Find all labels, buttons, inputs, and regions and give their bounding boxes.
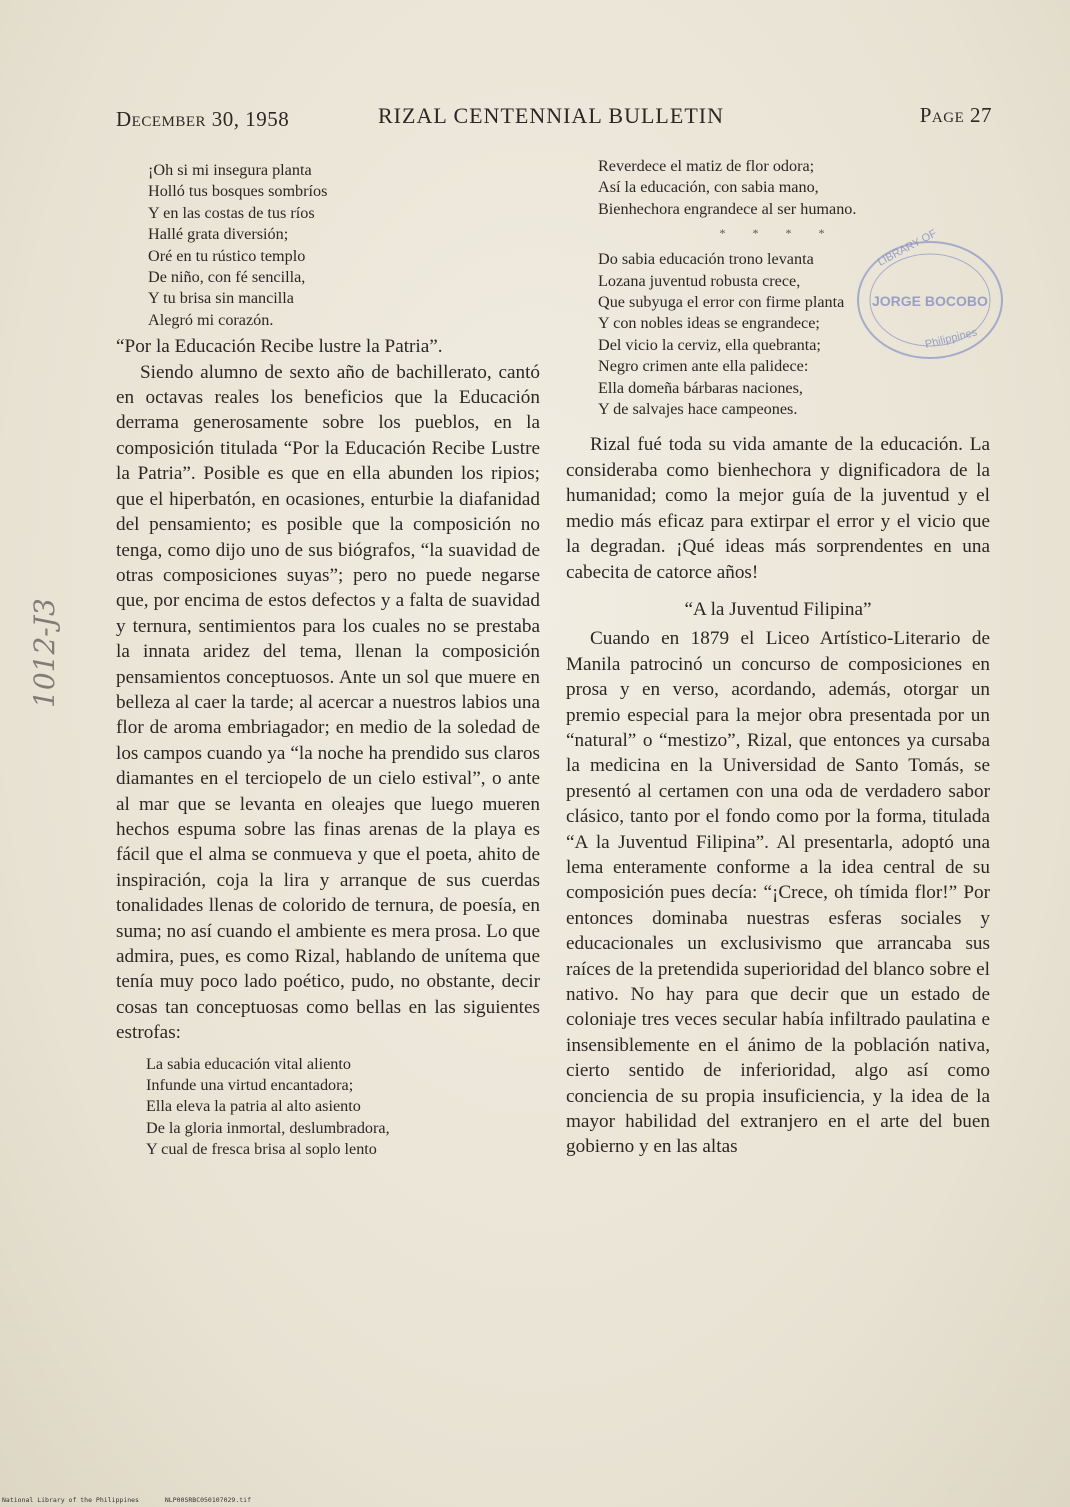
paragraph-educacion: Siendo alumno de sexto año de bachillerato, cantó en octavas reales los beneficios que la Educación derrama generosamente sobre los pueblos, en la composición titulada “Por la Educación Recibe Lustre la Patria”. Posible es que en ella abunden los ripios; que el hiperbatón, en ocasiones, enturbie la diafanidad del pensamiento; es posible que la composición no tenga, como dijo uno de sus biógrafos, “la suavidad de otras composiciones suyas”; pero no puede negarse que, por encima de estos defectos y a falta de suavidad y ternura, sentimientos para los cuales no se prestaba la innata aridez del tema, llenan la composición pensamientos conceptuosos. Ante un sol que muere en belleza al caer la tarde; al acercar a nuestros labios una flor de aroma embriagador; en medio de la soledad de los campos cuando ya “la noche ha prendido sus claros diamantes en el terciopelo de un cielo estival”, o ante al mar que se levanta en oleajes que luego mueren hechos espuma sobre las finas arenas de la playa es fácil que el alma se conmueva y que el poeta, ahito de inspiración, coja la lira y arranque de sus cuerdas tonalidades llenas de colorido de ternura, de poesía, en suma; no así cuando el ambiente es mera prosa. Lo que admira, pues, es como Rizal, hablando de unítema que tenía muy poco lado poético, pudo, no obstante, decir cosas tan conceptuosas como bellas en las siguientes estrofas: — [116, 361, 540, 1044]
verse-line: Hallé grata diversión; — [148, 225, 289, 244]
stanza-separator: * * * * — [719, 226, 837, 241]
verse-do-sabia-educacion — [566, 249, 990, 420]
stamp-text-bottom: Philippines — [923, 326, 979, 351]
verse-line: Negro crimen ante ella palidece: — [598, 357, 809, 376]
stamp-text-top: LIBRARY OF — [875, 228, 939, 269]
left-column — [116, 160, 540, 1161]
verse-line: Alegró mi corazón. — [148, 310, 274, 329]
handwriting-text: 1012-J3 — [28, 598, 61, 708]
stamp-text-mid: JORGE BOCOBO — [872, 293, 988, 309]
right-column — [566, 156, 990, 1160]
header-date: December 30, 1958 — [116, 107, 290, 131]
verse-line: Y tu brisa sin mancilla — [148, 289, 294, 308]
verse-line: Infunde una virtud encantadora; — [146, 1076, 354, 1095]
header-title: RIZAL CENTENNIAL BULLETIN — [378, 103, 724, 128]
verse-line: La sabia educación vital aliento — [146, 1054, 351, 1073]
verse-line: Y de salvajes hace campeones. — [598, 400, 798, 419]
verse-line: Y con nobles ideas se engrandece; — [598, 314, 820, 333]
verse-line: Oré en tu rústico templo — [148, 246, 306, 265]
verse-line: Y cual de fresca brisa al soplo lento — [146, 1140, 377, 1159]
verse-line: Bienhechora engrandece al ser humano. — [598, 199, 857, 218]
verse-line: Ella eleva la patria al alto asiento — [146, 1097, 361, 1116]
verse-line: Así la educación, con sabia mano, — [598, 178, 819, 197]
header-page-number: Page 27 — [919, 103, 992, 127]
verse-line: Reverdece el matiz de flor odora; — [598, 157, 815, 175]
verse-oh-si-mi-insegura — [116, 160, 540, 331]
section-title-educacion: “Por la Educación Recibe lustre la Patria”. — [116, 336, 443, 358]
verse-line: De la gloria inmortal, deslumbradora, — [146, 1118, 390, 1137]
verse-line: Do sabia educación trono levanta — [598, 250, 814, 269]
verse-line: Del vicio la cerviz, ella quebranta; — [598, 335, 821, 354]
verse-la-sabia-educacion — [116, 1054, 540, 1161]
verse-line: ¡Oh si mi insegura planta — [148, 161, 312, 179]
paragraph-juventud: Cuando en 1879 el Liceo Artístico-Literario de Manila patrocinó un concurso de composiciones en prosa y en verso, acordando, además, otorgar un premio especial para la mejor obra presentada por un “natural” o “mestizo”, Rizal, que entonces ya cursaba la medicina en la Universidad de Santo Tomás, se presentó al certamen con una oda de verdadero sabor clásico, tanto por el fondo como por la forma, titulada “A la Juventud Filipina”. Al presentarla, adoptó una lema enteramente conforme a la idea central de su composición pues decía: “¡Crece, oh tímida flor!” Por entonces dominaba nuestras esferas sociales y educacionales un exclusivismo que arrancaba sus raíces de la pretendida superioridad del blanco sobre el nativo. No hay para que decir que un estado de coloniaje tres veces secular había infiltrado paulatina e insensiblemente en el ánimo de la población nativa, cierto sentido de inferioridad, algo así como conciencia de su propia insuficiencia, y la idea de la mayor habilidad del extranjero en el arte del buen gobierno y en las altas — [566, 628, 990, 1158]
verse-line: Holló tus bosques sombríos — [148, 182, 328, 201]
verse-line: Lozana juventud robusta crece, — [598, 271, 801, 290]
page-header — [116, 103, 992, 137]
verse-line: Y en las costas de tus ríos — [148, 203, 315, 222]
verse-reverdece — [566, 156, 990, 220]
verse-line: Que subyuga el error con firme planta — [598, 293, 845, 312]
footer-file-id: NLP00SRBC050107029.tif — [164, 1496, 251, 1504]
verse-line: Ella domeña bárbaras naciones, — [598, 378, 803, 397]
section-title-juventud: “A la Juventud Filipina” — [684, 598, 872, 620]
scan-footer — [2, 1496, 402, 1504]
verse-line: De niño, con fé sencilla, — [148, 268, 306, 287]
footer-library: National Library of the Philippines — [2, 1496, 139, 1504]
paragraph-rizal-educacion: Rizal fué toda su vida amante de la educación. La consideraba como bienhechora y dignificadora de la humanidad; como la mejor guía de la juventud y el medio más eficaz para extirpar el error y el vicio que la degradan. ¡Qué ideas más sorprendentes en una cabecita de catorce años! — [566, 434, 990, 583]
